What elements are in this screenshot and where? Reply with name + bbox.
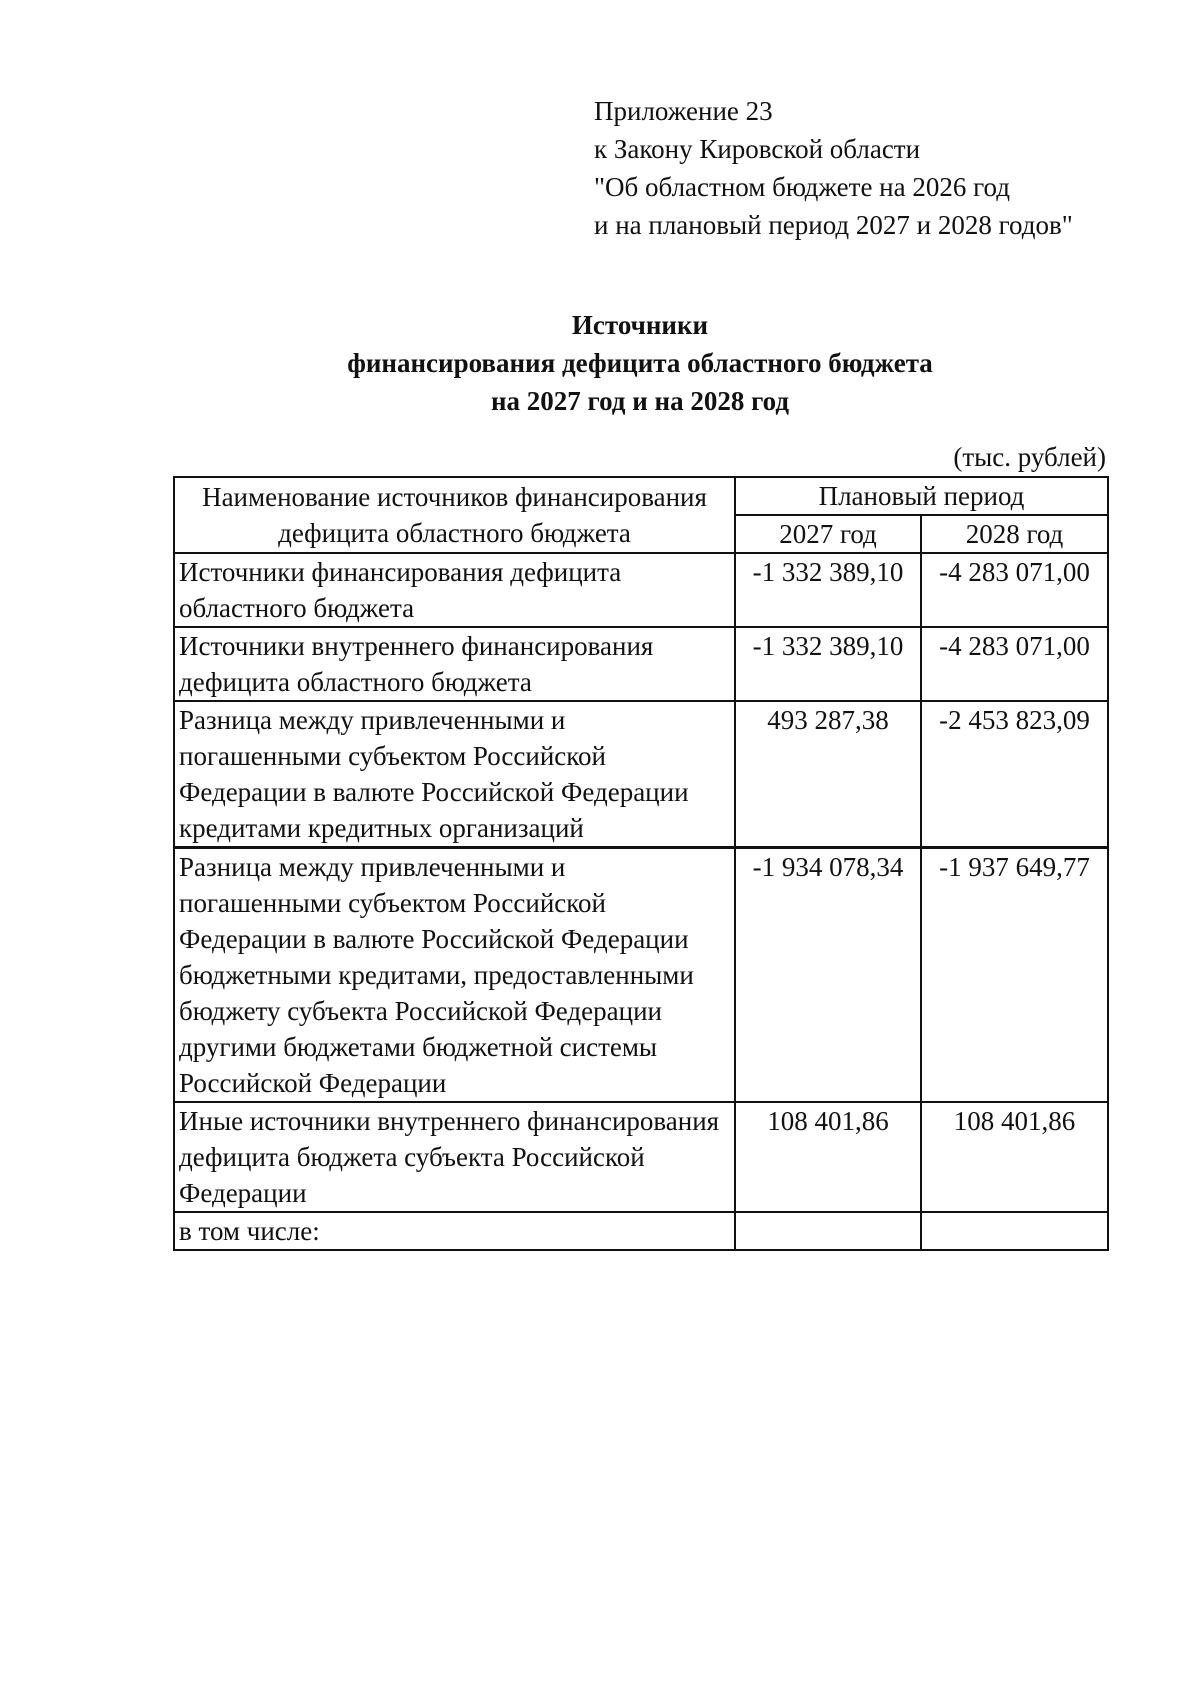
row-value-2027: -1 332 389,10 — [735, 627, 921, 701]
row-value-2028: -4 283 071,00 — [921, 627, 1108, 701]
row-value-2028: -4 283 071,00 — [921, 553, 1108, 627]
appendix-law-title-line1: "Об областном бюджете на 2026 год — [594, 172, 1010, 202]
appendix-law-title-line2: и на плановый период 2027 и 2028 годов" — [594, 210, 1073, 240]
table-row — [174, 627, 1108, 701]
row-value-2028: 108 401,86 — [921, 1102, 1108, 1212]
document-title-line2: финансирования дефицита областного бюджета — [347, 348, 933, 378]
row-value-2027 — [735, 1212, 921, 1250]
row-name: Разница между привлеченными и погашенными субъектом Российской Федерации в валюте Российской Федерации кредитами кредитных организаций — [174, 701, 735, 848]
appendix-reference — [594, 92, 1073, 244]
document-title — [170, 306, 1110, 420]
units-label: (тыс. рублей) — [953, 442, 1106, 472]
row-value-2027: 493 287,38 — [735, 701, 921, 848]
row-value-2027: 108 401,86 — [735, 1102, 921, 1212]
row-value-2028: -2 453 823,09 — [921, 701, 1108, 848]
table-row — [174, 848, 1108, 1103]
row-value-2028: -1 937 649,77 — [921, 848, 1108, 1103]
financing-sources-table — [173, 476, 1109, 1251]
table-row — [174, 701, 1108, 848]
row-value-2027: -1 332 389,10 — [735, 553, 921, 627]
table-row — [174, 1212, 1108, 1250]
document-title-line1: Источники — [571, 310, 709, 340]
table-row — [174, 1102, 1108, 1212]
header-source-name: Наименование источников финансирования дефицита областного бюджета — [174, 477, 735, 553]
row-name: Разница между привлеченными и погашенными субъектом Российской Федерации в валюте Российской Федерации бюджетными кредитами, предоставленными бюджету субъекта Российской Федерации другими бюджетами бюджетной системы Российской Федерации — [174, 848, 735, 1103]
appendix-number: Приложение 23 — [594, 96, 773, 126]
row-name: в том числе: — [174, 1212, 735, 1250]
header-year-2028: 2028 год — [921, 515, 1108, 553]
table-row — [174, 553, 1108, 627]
row-name: Источники внутреннего финансирования дефицита областного бюджета — [174, 627, 735, 701]
header-planned-period: Плановый период — [735, 477, 1108, 515]
document-title-line3: на 2027 год и на 2028 год — [490, 386, 790, 416]
row-value-2027: -1 934 078,34 — [735, 848, 921, 1103]
row-value-2028 — [921, 1212, 1108, 1250]
header-year-2027: 2027 год — [735, 515, 921, 553]
row-name: Иные источники внутреннего финансирования дефицита бюджета субъекта Российской Федерации — [174, 1102, 735, 1212]
row-name: Источники финансирования дефицита областного бюджета — [174, 553, 735, 627]
table-header-row — [174, 477, 1108, 515]
appendix-law-reference: к Закону Кировской области — [594, 134, 921, 164]
